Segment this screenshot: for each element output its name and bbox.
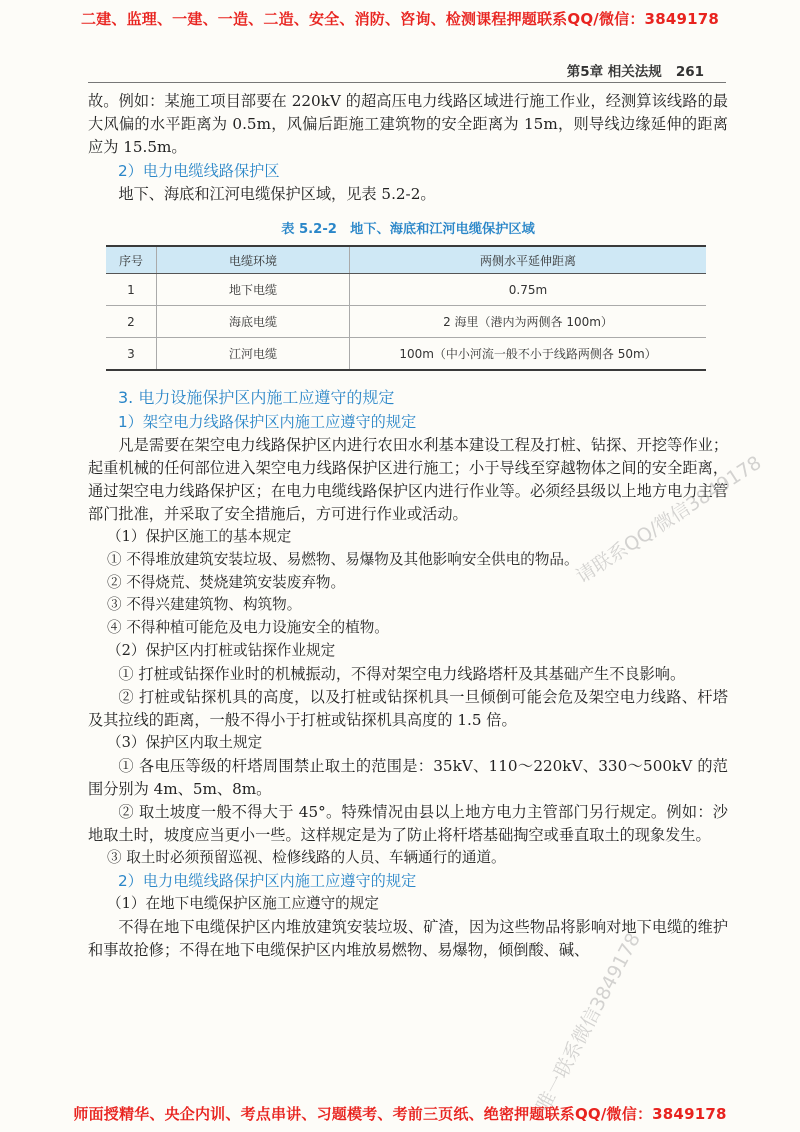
- table-cell: 100m（中小河流一般不小于线路两侧各 50m）: [350, 338, 707, 371]
- subheading: （3）保护区内取土规定: [106, 733, 263, 751]
- section-heading: 2）电力电缆线路保护区内施工应遵守的规定: [118, 872, 417, 891]
- section-heading: 1）架空电力线路保护区内施工应遵守的规定: [118, 413, 417, 431]
- page-number: 261: [675, 64, 704, 80]
- table-header-row: [106, 246, 706, 274]
- header-rule: [88, 82, 726, 83]
- watermark: 唯一联系微信3849178: [532, 929, 645, 1116]
- table-cell: 3: [106, 338, 157, 371]
- cable-protection-table: [106, 245, 706, 371]
- table-header-cell: 两侧水平延伸距离: [350, 246, 707, 274]
- table-cell: 地下电缆: [157, 274, 350, 306]
- table-row: [106, 274, 706, 306]
- list-item: ① 各电压等级的杆塔周围禁止取土的范围是：35kV、110～220kV、330～500kV 的范围分别为 4m、5m、8m。: [88, 756, 728, 798]
- table-header-cell: 序号: [106, 246, 157, 274]
- chapter-title: 第5章 相关法规: [566, 64, 662, 80]
- list-item: ② 取土坡度一般不得大于 45°。特殊情况由县以上地方电力主管部门另行规定。例如：沙地取土时，坡度应当更小一些。这样规定是为了防止将杆塔基础掏空或垂直取土的现象发生。: [88, 802, 728, 844]
- list-item: ④ 不得种植可能危及电力设施安全的植物。: [106, 619, 389, 637]
- bottom-banner: 师面授精华、央企内训、考点串讲、习题模考、考前三页纸、绝密押题联系QQ/微信：3849178: [73, 1105, 727, 1123]
- top-banner: 二建、监理、一建、一造、二造、安全、消防、咨询、检测课程押题联系QQ/微信：3849178: [80, 10, 720, 28]
- table-cell: 2 海里（港内为两侧各 100m）: [350, 306, 707, 338]
- table-cell: 江河电缆: [157, 338, 350, 371]
- paragraph: 地下、海底和江河电缆保护区域，见表 5.2-2。: [118, 185, 436, 203]
- subheading: （1）在地下电缆保护区施工应遵守的规定: [106, 895, 379, 913]
- running-header: [567, 60, 704, 80]
- table-cell: 1: [106, 274, 157, 306]
- section-heading: 2）电力电缆线路保护区: [118, 162, 280, 180]
- subheading: （1）保护区施工的基本规定: [106, 528, 292, 545]
- list-item: ② 不得烧荒、焚烧建筑安装废弃物。: [106, 573, 346, 591]
- list-item: ③ 不得兴建建筑物、构筑物。: [106, 596, 302, 614]
- table-header-cell: 电缆环境: [157, 246, 350, 274]
- watermark: 请联系QQ/微信3849178: [572, 451, 766, 588]
- table-row: [106, 338, 706, 371]
- list-item: ① 打桩或钻探作业时的机械振动，不得对架空电力线路塔杆及其基础产生不良影响。: [118, 664, 686, 683]
- table-row: [106, 306, 706, 338]
- paragraph: 不得在地下电缆保护区内堆放建筑安装垃圾、矿渣，因为这些物品将影响对地下电缆的维护和事故抢修；不得在地下电缆保护区内堆放易燃物、易爆物，倾倒酸、碱、: [88, 918, 728, 960]
- table-cell: 海底电缆: [157, 306, 350, 338]
- section-heading: 3. 电力设施保护区内施工应遵守的规定: [118, 388, 395, 407]
- table-cell: 0.75m: [350, 274, 707, 306]
- paragraph: 故。例如：某施工项目部要在 220kV 的超高压电力线路区域进行施工作业，经测算该线路的最大风偏的水平距离为 0.5m，风偏后距施工建筑物的安全距离为 15m，则导线边缘延伸的距离应为 15.5m。: [88, 92, 728, 156]
- list-item: ① 不得堆放建筑安装垃圾、易燃物、易爆物及其他影响安全供电的物品。: [106, 550, 579, 568]
- list-item: ③ 取土时必须预留巡视、检修线路的人员、车辆通行的通道。: [106, 848, 506, 866]
- list-item: ② 打桩或钻探机具的高度，以及打桩或钻探机具一旦倾倒可能会危及架空电力线路、杆塔及其拉线的距离，一般不得小于打桩或钻探机具高度的 1.5 倍。: [88, 687, 728, 729]
- paragraph: 凡是需要在架空电力线路保护区内进行农田水利基本建设工程及打桩、钻探、开挖等作业；起重机械的任何部位进入架空电力线路保护区进行施工；小于导线至穿越物体之间的安全距离，通过架空电力线路保护区；在电力电缆线路保护区内进行作业等。必须经县级以上地方电力主管部门批准，并采取了安全措施后，方可进行作业或活动。: [88, 436, 728, 523]
- table-cell: 2: [106, 306, 157, 338]
- table-caption: 表 5.2-2 地下、海底和江河电缆保护区域: [281, 222, 535, 237]
- subheading: （2）保护区内打桩或钻探作业规定: [106, 641, 336, 659]
